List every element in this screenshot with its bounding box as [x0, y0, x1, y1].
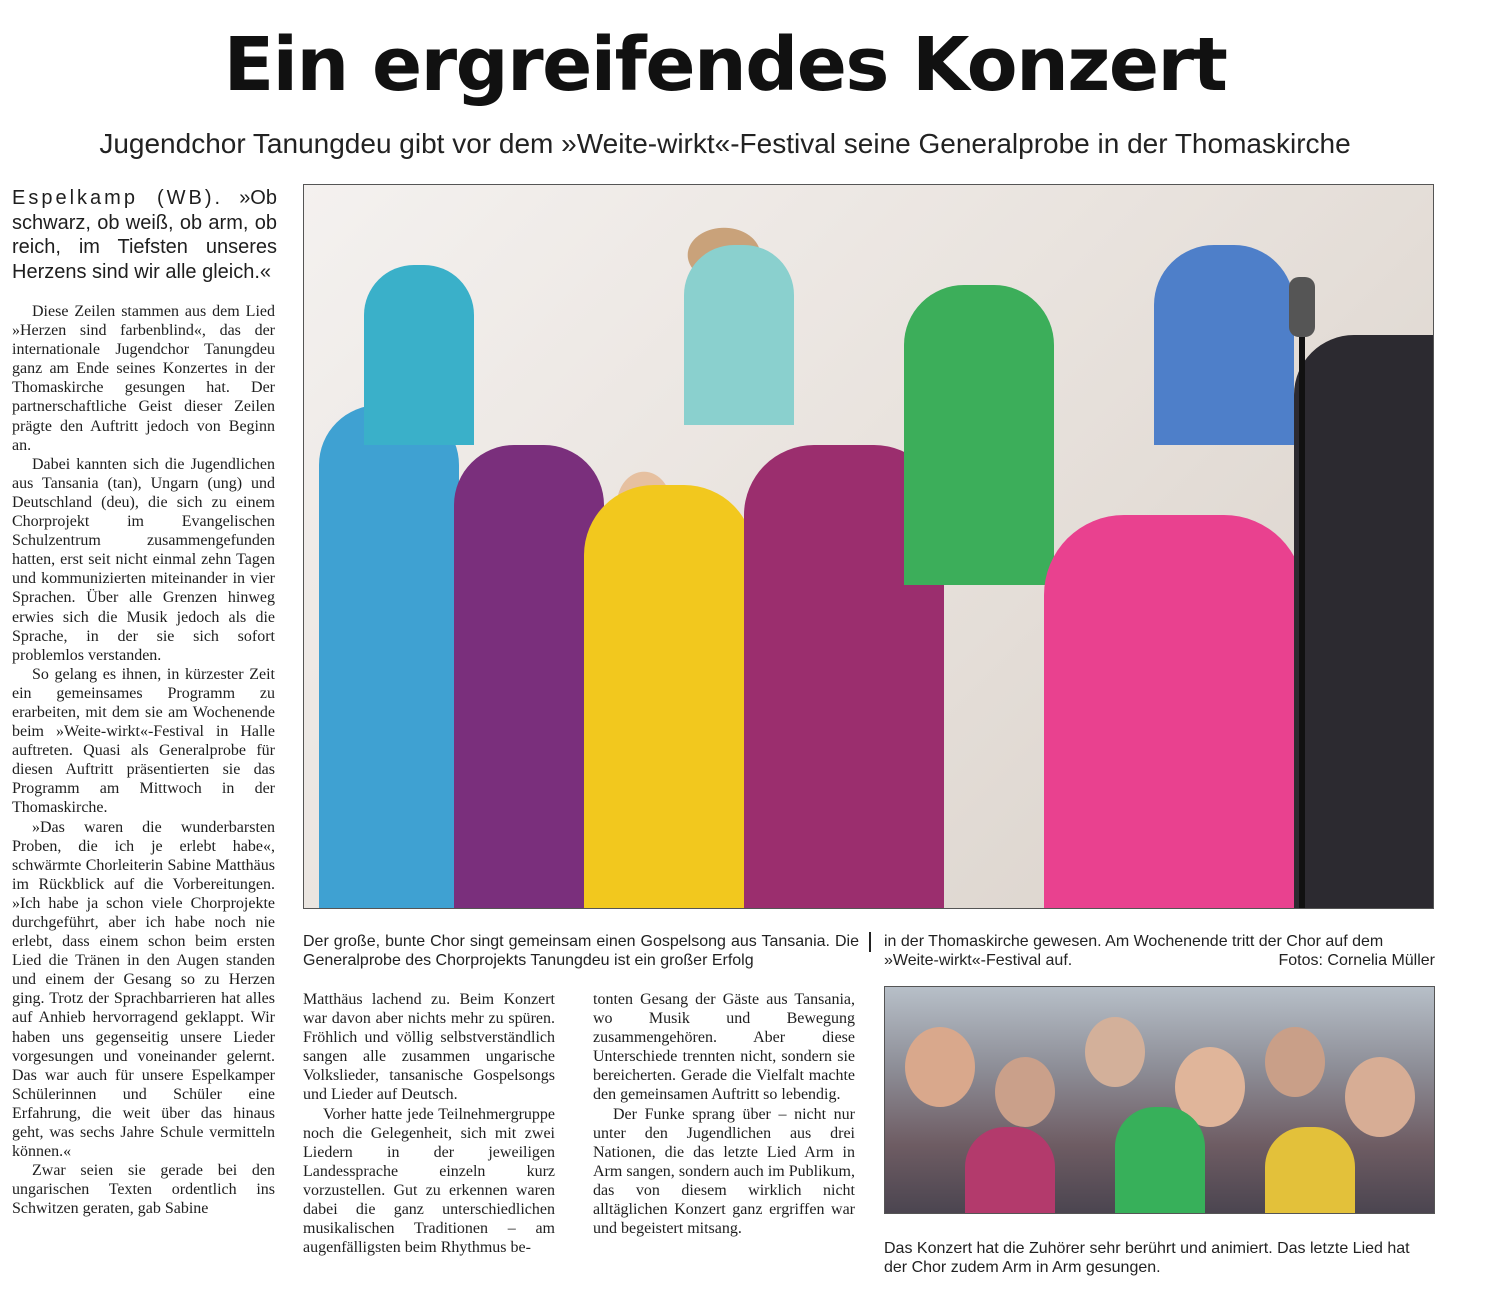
photo-figure — [1085, 1017, 1145, 1087]
photo-figure — [1294, 335, 1434, 909]
article-column-1 — [12, 302, 275, 1219]
body-paragraph: Matthäus lachend zu. Beim Konzert war davon aber nichts mehr zu spüren. Fröhlich und völlig selbstverständlich sangen alle zusammen ungarische Volkslieder, tansanische Gospelsongs und Lieder auf Deutsch. — [303, 991, 555, 1104]
photo-figure — [1044, 515, 1304, 909]
photo-figure — [904, 285, 1054, 585]
microphone — [1289, 277, 1315, 337]
dateline: Espelkamp (WB). — [12, 187, 224, 209]
photo-figure — [1265, 1127, 1355, 1214]
photo-figure — [905, 1027, 975, 1107]
photo-figure — [319, 405, 459, 909]
body-paragraph: Vorher hatte jede Teilnehmergruppe noch die Gelegenheit, sich mit zwei Liedern in der jeweiligen Landessprache einzeln kurz vorzustellen. Gut zu erkennen waren dabei die ganz unterschiedlichen musikalischen Traditionen – am augenfälligsten beim Rhythmus be- — [303, 1105, 555, 1257]
headline: Ein ergreifendes Konzert — [223, 22, 1227, 108]
photo-figure — [965, 1127, 1055, 1214]
photo-figure — [454, 445, 604, 909]
audience-photo — [884, 986, 1435, 1214]
photo-figure — [584, 485, 754, 909]
lead-paragraph — [12, 186, 277, 284]
caption-divider — [869, 932, 871, 952]
photo-figure — [684, 245, 794, 425]
photo-figure — [1345, 1057, 1415, 1137]
photo-figure — [995, 1057, 1055, 1127]
article-column-3 — [593, 990, 855, 1238]
body-paragraph: Zwar seien sie gerade bei den ungarischen Texten ordentlich ins Schwitzen geraten, gab Sabine — [12, 1162, 275, 1218]
main-photo-caption-part2 — [884, 932, 1435, 970]
photo-credit: Fotos: Cornelia Müller — [1278, 952, 1435, 969]
main-photo-caption-part1: Der große, bunte Chor singt gemeinsam einen Gospelsong aus Tansania. Die Generalprobe des Chorprojekts Tanungdeu ist ein großer Erfolg — [303, 933, 859, 969]
photo-figure — [1265, 1027, 1325, 1097]
article-column-2 — [303, 990, 555, 1257]
choir-photo — [303, 184, 1434, 909]
body-paragraph: Diese Zeilen stammen aus dem Lied »Herzen sind farbenblind«, das der internationale Jugendchor Tanungdeu ganz am Ende seines Konzertes in der Thomaskirche gesungen hat. Der partnerschaftliche Geist dieser Zeilen prägte den Auftritt jedoch von Beginn an. — [12, 303, 275, 454]
body-paragraph: »Das waren die wunderbarsten Proben, die ich je erlebt habe«, schwärmte Chorleiterin Sabine Matthäus im Rückblick auf die Vorbereitungen. »Ich habe ja schon viele Chorprojekte durchgeführt, aber ich habe noch nie erlebt, dass einem schon beim ersten Lied die Tränen in den Augen standen und einem der Gesang so zu Herzen ging. Trotz der Sprachbarrieren hat alles auf Anhieb hervorragend geklappt. Wir haben uns gegenseitig unsere Lieder vorgesungen und voneinander gelernt. Das war auch für unsere Espelkamper Schülerinnen und Schüler eine Erfahrung, die weit über das hinaus geht, was sechs Jahre Schule vermitteln können.« — [12, 818, 275, 1161]
subheadline: Jugendchor Tanungdeu gibt vor dem »Weite-wirkt«-Festival seine Generalprobe in der Thomaskirche — [99, 128, 1351, 159]
lead-quote: »Ob schwarz, ob weiß, ob arm, ob reich, im Tiefsten unseres Herzens sind wir alle gleich.« — [12, 187, 277, 283]
body-paragraph: Dabei kannten sich die Jugendlichen aus Tansania (tan), Ungarn (ung) und Deutschland (deu), die sich zu einem Chorprojekt im Evangelischen Schulzentrum zusammengefunden hatten, erst seit nicht einmal zehn Tagen und kommunizierten miteinander in vier Sprachen. Über alle Grenzen hinweg erwies sich die Musik jedoch als die Sprache, in der sie sich sofort problemlos verstanden. — [12, 455, 275, 664]
photo-figure — [1115, 1107, 1205, 1214]
photo-figure — [364, 265, 474, 445]
body-paragraph: So gelang es ihnen, in kürzester Zeit ein gemeinsames Programm zu erarbeiten, mit dem sie am Wochenende beim »Weite-wirkt«-Festival in Halle auftreten. Quasi als Generalprobe für diesen Auftritt präsentierten sie das Programm am Mittwoch in der Thomaskirche. — [12, 665, 275, 817]
caption-text: in der Thomaskirche gewesen. Am Wochenende tritt der Chor auf dem »Weite-wirkt«-Festival auf. — [884, 933, 1384, 969]
microphone-stand — [1299, 280, 1305, 909]
audience-photo-caption: Das Konzert hat die Zuhörer sehr berührt und animiert. Das letzte Lied hat der Chor zudem Arm in Arm gesungen. — [884, 1240, 1410, 1276]
photo-figure — [1154, 245, 1294, 445]
body-paragraph: tonten Gesang der Gäste aus Tansania, wo Musik und Bewegung zusammengehören. Aber diese Unterschiede trennten nicht, sondern sie bereicherten. Gerade die Vielfalt machte den gemeinsamen Auftritt so lebendig. — [593, 991, 855, 1104]
body-paragraph: Der Funke sprang über – nicht nur unter den Jugendlichen aus drei Nationen, die das letzte Lied Arm in Arm sangen, sondern auch im Publikum, das von diesem wirklich nicht alltäglichen Konzert ganz ergriffen war und begeistert mitsang. — [593, 1105, 855, 1238]
